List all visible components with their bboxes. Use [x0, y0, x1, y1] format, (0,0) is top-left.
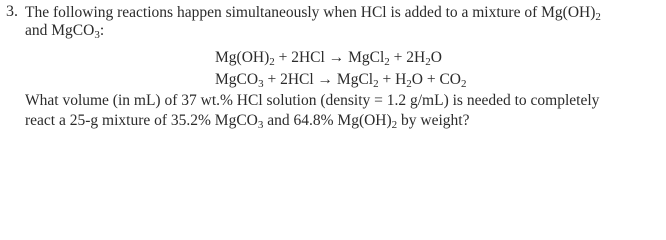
subscript: 3	[94, 29, 100, 41]
equation-term: + H	[378, 71, 407, 88]
subscript: 2	[461, 78, 467, 90]
subscript: 2	[425, 56, 431, 68]
question-number: 3.	[6, 3, 18, 20]
question-body-line-2	[25, 111, 470, 131]
equation-term: O + CO	[411, 71, 461, 88]
intro-text: and MgCO	[25, 22, 95, 39]
subscript: 2	[373, 78, 379, 90]
intro-line-1	[25, 3, 601, 23]
question-body-line-1: What volume (in mL) of 37 wt.% HCl solution (density = 1.2 g/mL) is needed to completely	[25, 92, 600, 109]
equation-term: MgCO	[215, 71, 259, 88]
subscript: 2	[595, 11, 601, 23]
subscript: 2	[391, 119, 398, 131]
equation-term: O	[430, 49, 442, 66]
reaction-equation-2	[215, 70, 467, 90]
equation-term: + 2HCl → MgCl	[263, 71, 374, 88]
body-text: and 64.8% Mg(OH)	[263, 112, 392, 129]
equation-term: Mg(OH)	[215, 49, 270, 66]
subscript: 2	[269, 56, 275, 68]
body-text: by weight?	[397, 112, 470, 129]
equation-term: + 2H	[389, 49, 426, 66]
subscript: 2	[384, 56, 390, 68]
reaction-equation-1	[215, 48, 442, 68]
body-text: react a 25-g mixture of 35.2% MgCO	[25, 112, 258, 129]
intro-line-2	[25, 21, 104, 41]
equation-term: + 2HCl → MgCl	[274, 49, 385, 66]
intro-text: :	[99, 22, 105, 39]
subscript: 3	[258, 78, 264, 90]
intro-text: The following reactions happen simultaneously when HCl is added to a mixture of Mg(OH)	[25, 4, 596, 21]
subscript: 3	[257, 119, 264, 131]
subscript: 2	[406, 78, 412, 90]
